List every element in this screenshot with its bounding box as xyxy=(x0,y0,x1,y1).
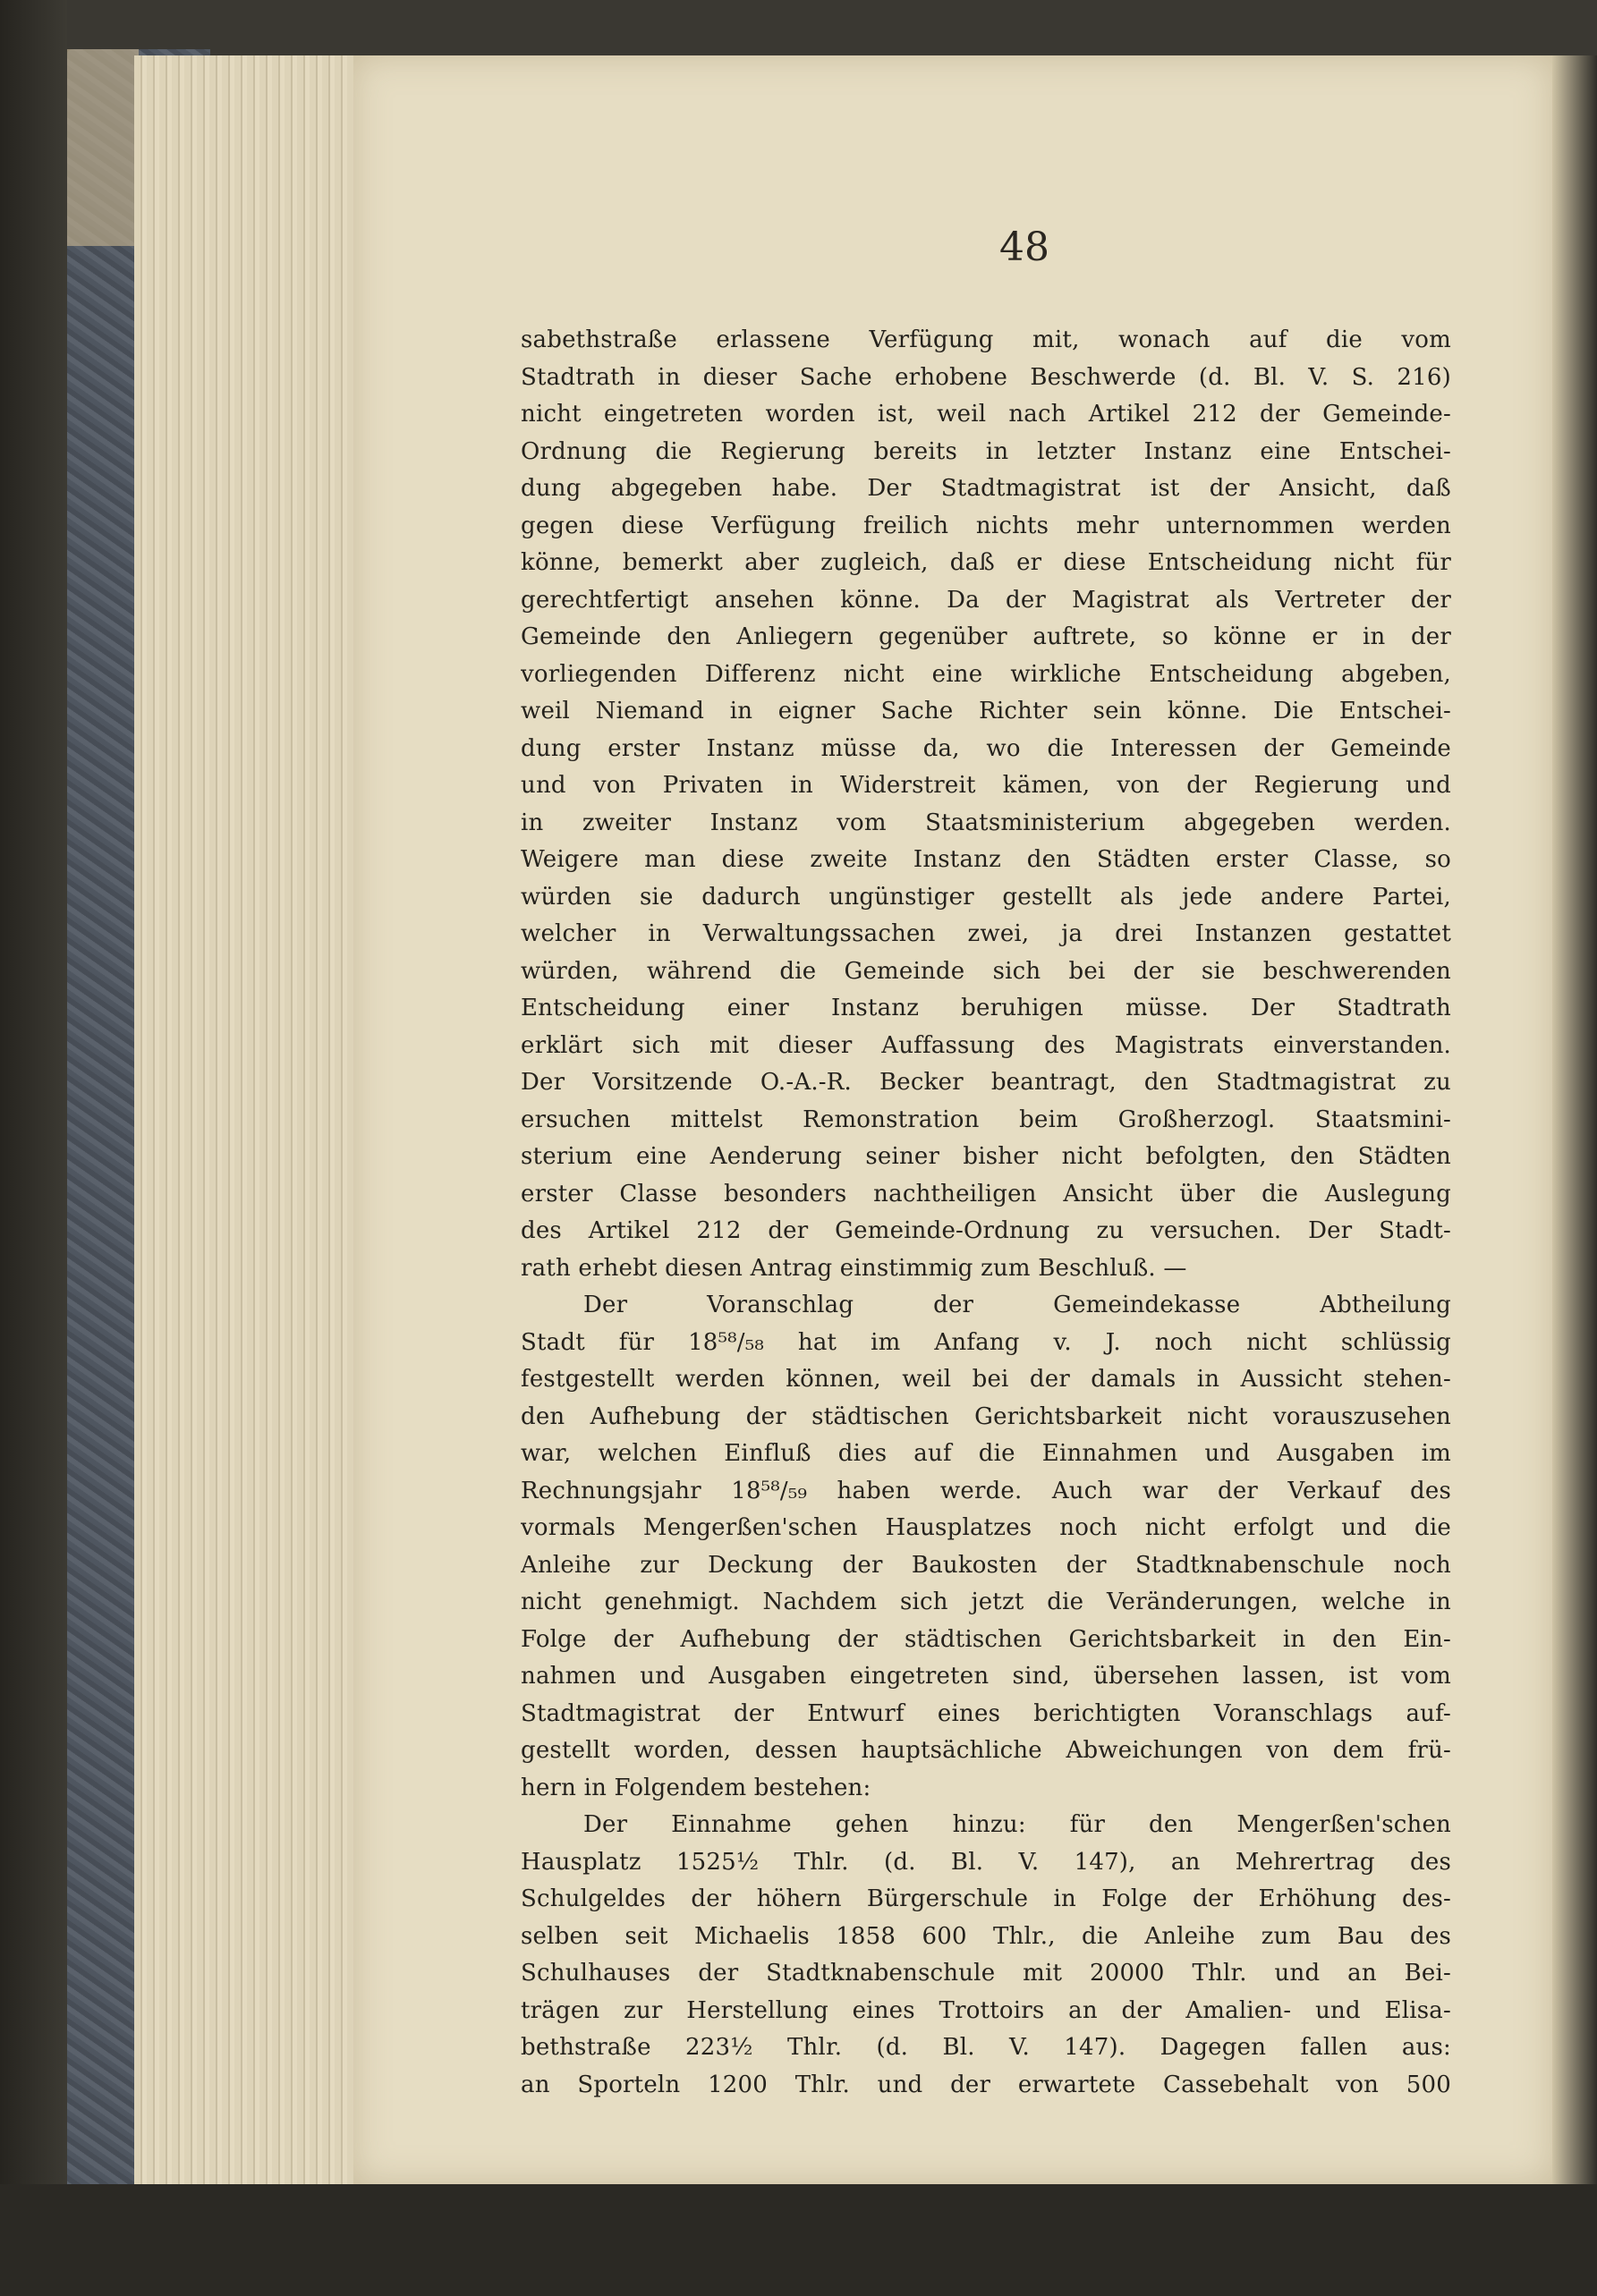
text-line: Der Einnahme gehen hinzu: für den Mengerßen'schen xyxy=(583,1811,1451,1838)
text-line: würden sie dadurch ungünstiger gestellt als jede andere Partei, xyxy=(521,883,1451,911)
text-line: ersuchen mittelst Remonstration beim Großherzogl. Staatsmini- xyxy=(521,1106,1451,1133)
text-line: bethstraße 223½ Thlr. (d. Bl. V. 147). Dagegen fallen aus: xyxy=(521,2034,1451,2061)
text-line: gegen diese Verfügung freilich nichts mehr unternommen werden xyxy=(521,512,1451,539)
text-line: weil Niemand in eigner Sache Richter sein könne. Die Entschei- xyxy=(521,698,1451,724)
text-line: in zweiter Instanz vom Staatsministerium abgegeben werden. xyxy=(521,809,1451,836)
text-line: rath erhebt diesen Antrag einstimmig zum Beschluß. — xyxy=(521,1254,1187,1282)
text-line: an Sporteln 1200 Thlr. und der erwartete Cassebehalt von 500 xyxy=(521,2071,1451,2098)
page-right-edge xyxy=(1552,55,1597,2184)
page-text xyxy=(521,322,1451,2104)
text-line: des Artikel 212 der Gemeinde-Ordnung zu versuchen. Der Stadt- xyxy=(521,1217,1451,1244)
text-line: Schulhauses der Stadtknabenschule mit 20000 Thlr. und an Bei- xyxy=(521,1960,1451,1987)
text-line: Hausplatz 1525½ Thlr. (d. Bl. V. 147), an Mehrertrag des xyxy=(521,1848,1451,1876)
text-line: und von Privaten in Widerstreit kämen, von der Regierung und xyxy=(521,772,1451,799)
text-line: nicht eingetreten worden ist, weil nach Artikel 212 der Gemeinde- xyxy=(521,401,1451,428)
text-line: nahmen und Ausgaben eingetreten sind, übersehen lassen, ist vom xyxy=(521,1663,1451,1690)
text-line: Gemeinde den Anliegern gegenüber auftrete, so könne er in der xyxy=(521,623,1451,650)
text-line: den Aufhebung der städtischen Gerichtsbarkeit nicht vorauszusehen xyxy=(521,1402,1451,1430)
text-line: nicht genehmigt. Nachdem sich jetzt die Veränderungen, welche in xyxy=(521,1589,1451,1615)
text-line: Rechnungsjahr 18⁵⁸/₅₉ haben werde. Auch war der Verkauf des xyxy=(521,1477,1451,1504)
text-line: Schulgeldes der höhern Bürgerschule in Folge der Erhöhung des- xyxy=(521,1885,1451,1912)
text-line: Entscheidung einer Instanz beruhigen müsse. Der Stadtrath xyxy=(521,995,1451,1021)
text-line: Folge der Aufhebung der städtischen Gerichtsbarkeit in den Ein- xyxy=(521,1625,1451,1653)
text-line: würden, während die Gemeinde sich bei der sie beschwerenden xyxy=(521,957,1451,985)
text-line: Der Vorsitzende O.-A.-R. Becker beantragt, den Stadtmagistrat zu xyxy=(521,1069,1451,1096)
text-line: gestellt worden, dessen hauptsächliche Abweichungen von dem frü- xyxy=(521,1737,1451,1764)
text-line: sterium eine Aenderung seiner bisher nicht befolgten, den Städten xyxy=(521,1143,1451,1170)
text-line: erster Classe besonders nachtheiligen Ansicht über die Auslegung xyxy=(521,1180,1451,1207)
cover-corner xyxy=(67,49,139,246)
scanner-background xyxy=(0,0,67,2296)
text-line: Anleihe zur Deckung der Baukosten der Stadtknabenschule noch xyxy=(521,1551,1451,1579)
text-line: trägen zur Herstellung eines Trottoirs an der Amalien- und Elisa- xyxy=(521,1996,1451,2024)
text-line: Ordnung die Regierung bereits in letzter Instanz eine Entschei- xyxy=(521,437,1451,465)
text-line: festgestellt werden können, weil bei der damals in Aussicht stehen- xyxy=(521,1366,1451,1393)
text-line: Der Voranschlag der Gemeindekasse Abtheilung xyxy=(583,1292,1451,1318)
text-line: dung abgegeben habe. Der Stadtmagistrat ist der Ansicht, daß xyxy=(521,475,1451,502)
text-line: war, welchen Einfluß dies auf die Einnahmen und Ausgaben im xyxy=(521,1440,1451,1467)
text-line: gerechtfertigt ansehen könne. Da der Magistrat als Vertreter der xyxy=(521,586,1451,614)
text-line: Stadt für 18⁵⁸/₅₈ hat im Anfang v. J. noch nicht schlüssig xyxy=(521,1328,1451,1356)
text-line: sabethstraße erlassene Verfügung mit, wonach auf die vom xyxy=(521,326,1451,353)
text-line: vormals Mengerßen'schen Hausplatzes noch nicht erfolgt und die xyxy=(521,1514,1451,1541)
text-line: dung erster Instanz müsse da, wo die Interessen der Gemeinde xyxy=(521,734,1451,762)
scanner-background-bottom xyxy=(0,2184,1597,2296)
text-line: selben seit Michaelis 1858 600 Thlr., die Anleihe zum Bau des xyxy=(521,1922,1451,1950)
text-line: Weigere man diese zweite Instanz den Städten erster Classe, so xyxy=(521,846,1451,873)
page-edges xyxy=(134,55,367,2184)
text-line: welcher in Verwaltungssachen zwei, ja drei Instanzen gestattet xyxy=(521,920,1451,947)
text-line: könne, bemerkt aber zugleich, daß er diese Entscheidung nicht für xyxy=(521,549,1451,576)
text-line: Stadtrath in dieser Sache erhobene Beschwerde (d. Bl. V. S. 216) xyxy=(521,363,1451,391)
text-line: hern in Folgendem bestehen: xyxy=(521,1774,871,1801)
text-line: Stadtmagistrat der Entwurf eines berichtigten Voranschlags auf- xyxy=(521,1699,1451,1727)
text-line: vorliegenden Differenz nicht eine wirkliche Entscheidung abgeben, xyxy=(521,660,1451,688)
page-number: 48 xyxy=(999,225,1049,270)
text-line: erklärt sich mit dieser Auffassung des Magistrats einverstanden. xyxy=(521,1031,1451,1059)
